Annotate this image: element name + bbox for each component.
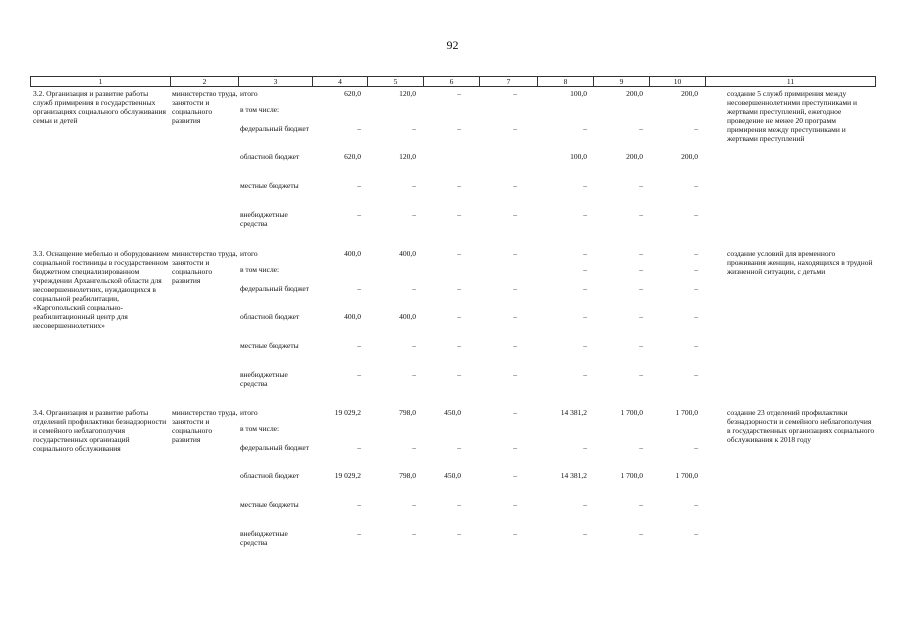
funding-value: – — [513, 500, 517, 509]
funding-value: – — [412, 124, 416, 133]
funding-source-label: в том числе: — [240, 265, 280, 274]
funding-value: – — [639, 500, 643, 509]
funding-value: – — [412, 181, 416, 190]
funding-source-label: областной бюджет — [240, 312, 300, 321]
funding-value: – — [457, 443, 461, 452]
funding-value: – — [457, 89, 461, 98]
funding-row — [30, 529, 876, 547]
funding-value: – — [357, 210, 361, 219]
funding-value: 14 381,2 — [560, 471, 587, 480]
funding-value: 1 700,0 — [620, 471, 643, 480]
funding-value: 120,0 — [399, 152, 416, 161]
funding-value: – — [457, 181, 461, 190]
funding-value: – — [513, 529, 517, 538]
funding-row — [30, 500, 876, 518]
col-3: 3 — [239, 77, 313, 87]
funding-value: – — [694, 284, 698, 293]
funding-value: – — [457, 284, 461, 293]
funding-value: 620,0 — [344, 89, 361, 98]
funding-row — [30, 181, 876, 199]
funding-value: – — [412, 341, 416, 350]
funding-source-label: федеральный бюджет — [240, 124, 310, 133]
funding-value: – — [583, 500, 587, 509]
funding-value: – — [694, 210, 698, 219]
funding-source-label: федеральный бюджет — [240, 284, 310, 293]
funding-value: – — [583, 443, 587, 452]
funding-value: – — [513, 210, 517, 219]
funding-value: 19 029,2 — [334, 471, 361, 480]
funding-value: – — [583, 181, 587, 190]
funding-value: 200,0 — [626, 89, 643, 98]
funding-value: – — [639, 341, 643, 350]
funding-value: 798,0 — [399, 471, 416, 480]
funding-value: – — [457, 249, 461, 258]
funding-source-label: итого — [240, 89, 258, 98]
funding-source-label: местные бюджеты — [240, 341, 299, 350]
executor: министерство труда, занятости и социального развития — [172, 408, 238, 444]
funding-value: – — [457, 124, 461, 133]
col-7: 7 — [480, 77, 538, 87]
funding-value: – — [412, 284, 416, 293]
expected-result: создание условий для временного проживания женщин, находящихся в трудной жизненной ситуации, с детьми — [727, 249, 873, 276]
funding-value: 100,0 — [570, 152, 587, 161]
funding-value: – — [639, 265, 643, 274]
funding-value: 400,0 — [399, 312, 416, 321]
funding-row — [30, 471, 876, 489]
funding-value: – — [694, 443, 698, 452]
funding-value: – — [583, 529, 587, 538]
funding-value: – — [639, 370, 643, 379]
funding-value: – — [694, 265, 698, 274]
activity-title: 3.4. Организация и развитие работы отделений профилактики безнадзорности и семейного неблагополучия государственных организаций социального обслуживания — [33, 408, 167, 453]
col-9: 9 — [594, 77, 650, 87]
funding-value: – — [694, 500, 698, 509]
funding-value: – — [513, 471, 517, 480]
funding-value: – — [583, 265, 587, 274]
funding-source-label: итого — [240, 408, 258, 417]
funding-value: 1 700,0 — [620, 408, 643, 417]
funding-row — [30, 312, 876, 330]
funding-row — [30, 443, 876, 461]
funding-value: – — [457, 312, 461, 321]
funding-value: 120,0 — [399, 89, 416, 98]
funding-value: – — [694, 249, 698, 258]
funding-value: – — [457, 370, 461, 379]
funding-value: – — [639, 249, 643, 258]
funding-value: – — [357, 341, 361, 350]
funding-value: – — [639, 181, 643, 190]
activity-title: 3.3. Оснащение мебелью и оборудованием социальной гостиницы в государственном бюджетном специализированном учреждении Архангельской области для несовершеннолетних, нуждающихся в социальной реабилитации, «Каргопольский социально-реабилитационный центр для несовершеннолетних» — [33, 249, 169, 330]
funding-value: – — [513, 443, 517, 452]
funding-value: – — [357, 529, 361, 538]
funding-value: – — [357, 124, 361, 133]
funding-value: – — [412, 500, 416, 509]
funding-value: – — [583, 312, 587, 321]
funding-value: – — [513, 124, 517, 133]
funding-value: – — [639, 284, 643, 293]
funding-row — [30, 341, 876, 359]
funding-value: 620,0 — [344, 152, 361, 161]
funding-value: – — [457, 529, 461, 538]
col-8: 8 — [538, 77, 594, 87]
funding-value: – — [357, 370, 361, 379]
col-2: 2 — [171, 77, 239, 87]
funding-value: – — [639, 443, 643, 452]
funding-value: 100,0 — [570, 89, 587, 98]
funding-value: – — [357, 284, 361, 293]
funding-value: – — [639, 124, 643, 133]
col-5: 5 — [368, 77, 424, 87]
funding-row — [30, 152, 876, 170]
funding-value: – — [513, 89, 517, 98]
funding-value: – — [412, 529, 416, 538]
funding-value: – — [412, 443, 416, 452]
funding-value: – — [583, 249, 587, 258]
funding-source-label: итого — [240, 249, 258, 258]
executor: министерство труда, занятости и социального развития — [172, 89, 238, 125]
column-header — [30, 76, 876, 87]
funding-value: – — [583, 284, 587, 293]
col-6: 6 — [424, 77, 480, 87]
funding-value: 450,0 — [444, 408, 461, 417]
funding-value: – — [513, 249, 517, 258]
funding-value: – — [412, 370, 416, 379]
funding-value: 450,0 — [444, 471, 461, 480]
col-10: 10 — [650, 77, 706, 87]
executor: министерство труда, занятости и социального развития — [172, 249, 238, 285]
funding-value: 400,0 — [399, 249, 416, 258]
funding-value: – — [583, 210, 587, 219]
funding-row — [30, 105, 876, 123]
col-1: 1 — [31, 77, 171, 87]
funding-value: – — [357, 500, 361, 509]
funding-value: – — [583, 370, 587, 379]
funding-value: – — [694, 529, 698, 538]
funding-value: – — [513, 408, 517, 417]
funding-row — [30, 124, 876, 142]
funding-value: 200,0 — [681, 152, 698, 161]
funding-value: – — [357, 443, 361, 452]
funding-value: – — [513, 284, 517, 293]
col-4: 4 — [313, 77, 368, 87]
funding-value: – — [583, 124, 587, 133]
funding-value: – — [357, 181, 361, 190]
funding-value: – — [694, 370, 698, 379]
funding-value: 400,0 — [344, 312, 361, 321]
funding-value: 1 700,0 — [675, 471, 698, 480]
funding-row — [30, 424, 876, 442]
funding-value: – — [694, 312, 698, 321]
funding-value: 798,0 — [399, 408, 416, 417]
funding-row — [30, 210, 876, 228]
funding-source-label: местные бюджеты — [240, 181, 299, 190]
funding-source-label: в том числе: — [240, 105, 280, 114]
funding-value: – — [639, 210, 643, 219]
funding-value: – — [513, 370, 517, 379]
funding-source-label: местные бюджеты — [240, 500, 299, 509]
funding-value: – — [694, 341, 698, 350]
funding-value: 200,0 — [626, 152, 643, 161]
funding-value: 1 700,0 — [675, 408, 698, 417]
funding-value: 200,0 — [681, 89, 698, 98]
funding-value: – — [457, 210, 461, 219]
expected-result: создание 5 служб примирения между несовершеннолетними преступниками и жертвами преступлений, ежегодное проведение не менее 20 программ примирения между преступниками и жертвами преступлений — [727, 89, 858, 143]
funding-value: 14 381,2 — [560, 408, 587, 417]
funding-source-label: областной бюджет — [240, 152, 300, 161]
funding-source-label: федеральный бюджет — [240, 443, 310, 452]
funding-value: 19 029,2 — [334, 408, 361, 417]
funding-row — [30, 284, 876, 302]
funding-value: – — [639, 529, 643, 538]
funding-source-label: в том числе: — [240, 424, 280, 433]
funding-value: 400,0 — [344, 249, 361, 258]
funding-value: – — [513, 341, 517, 350]
funding-row — [30, 265, 876, 283]
funding-value: – — [694, 124, 698, 133]
funding-value: – — [513, 181, 517, 190]
funding-source-label: внебюджетные средства — [240, 210, 288, 228]
funding-row — [30, 370, 876, 388]
funding-source-label: внебюджетные средства — [240, 529, 288, 547]
expected-result: создание 23 отделений профилактики безнадзорности и семейного неблагополучия в государственных организациях социального обслуживания к 2018 году — [727, 408, 875, 444]
funding-source-label: внебюджетные средства — [240, 370, 288, 388]
col-11: 11 — [706, 77, 876, 87]
funding-value: – — [583, 341, 587, 350]
funding-value: – — [639, 312, 643, 321]
funding-value: – — [694, 181, 698, 190]
funding-value: – — [513, 312, 517, 321]
funding-value: – — [457, 500, 461, 509]
page-number: 92 — [446, 38, 459, 52]
activity-title: 3.2. Организация и развитие работы служб примирения в государственных организациях социального обслуживания семьи и детей — [33, 89, 167, 125]
funding-source-label: областной бюджет — [240, 471, 300, 480]
funding-value: – — [457, 341, 461, 350]
funding-value: – — [412, 210, 416, 219]
